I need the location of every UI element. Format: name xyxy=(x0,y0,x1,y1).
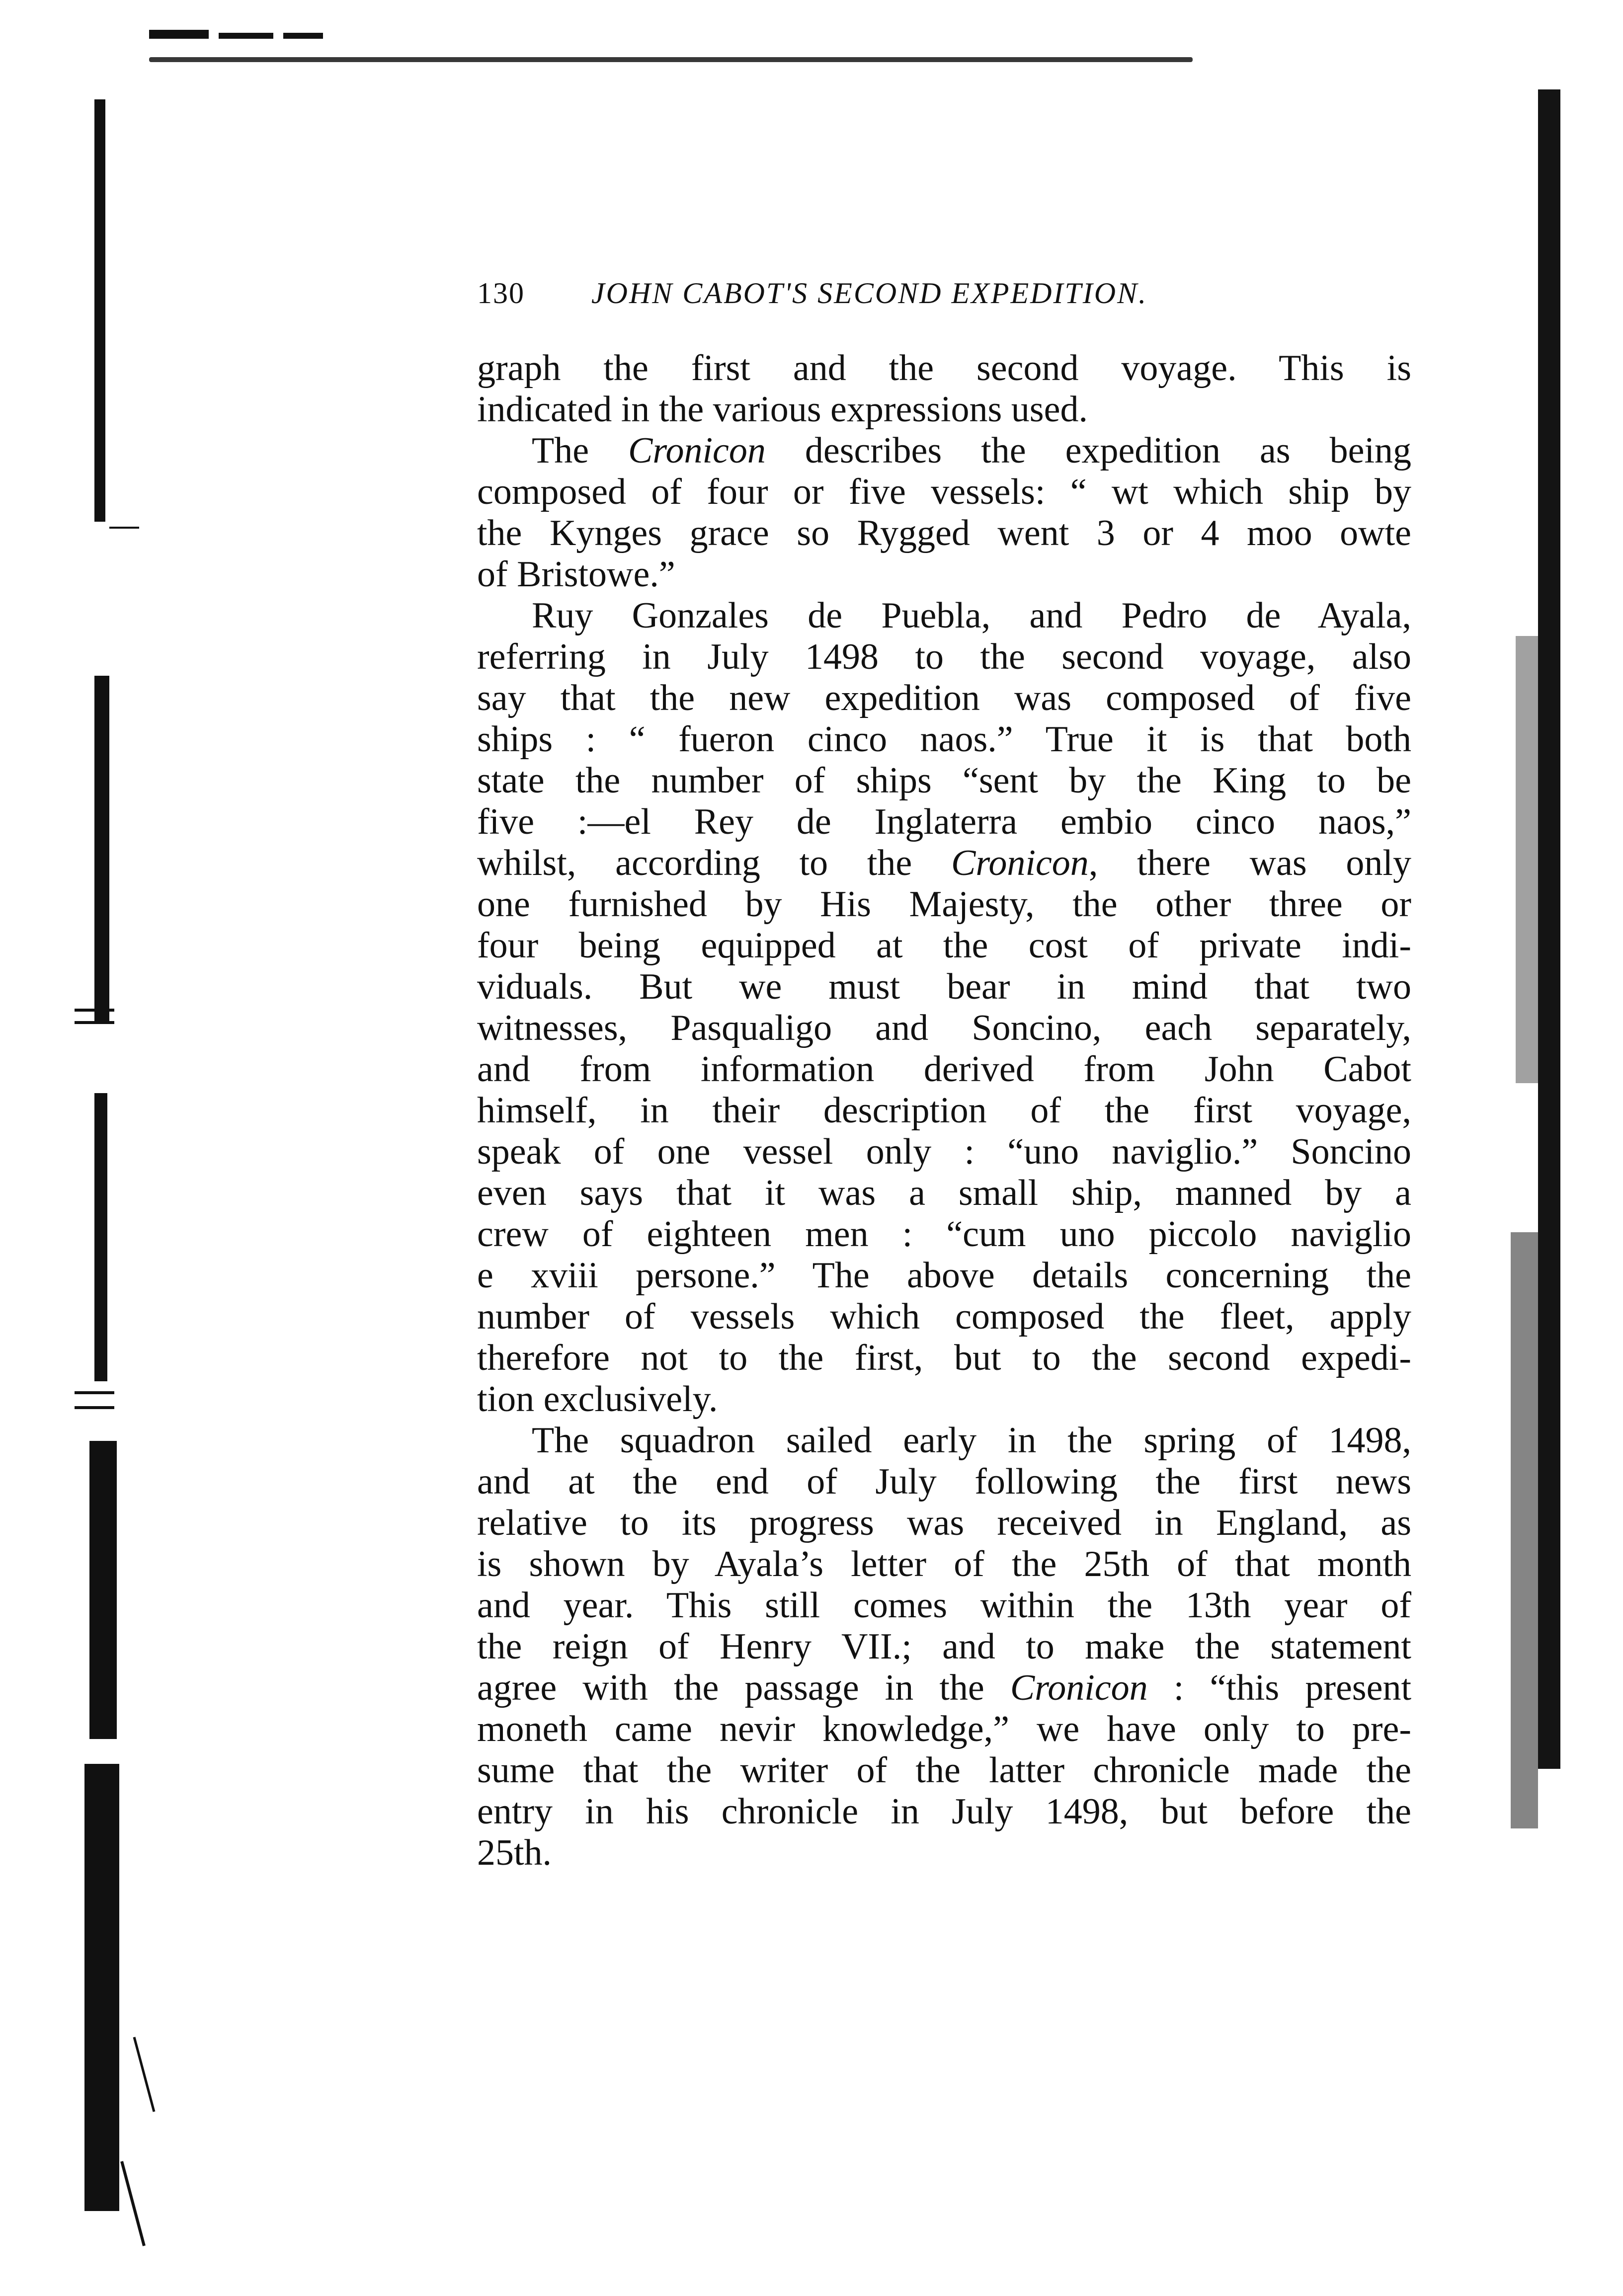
text-line: sume that the writer of the latter chronicle made the xyxy=(477,1750,1411,1791)
running-header xyxy=(477,271,1421,316)
text-line: The squadron sailed early in the spring of 1498, xyxy=(532,1420,1411,1461)
text-line: tion exclusively. xyxy=(477,1379,718,1420)
text-line: four being equipped at the cost of private indi- xyxy=(477,925,1411,966)
text-line: viduals. But we must bear in mind that two xyxy=(477,966,1411,1007)
text-line: number of vessels which composed the fleet, apply xyxy=(477,1296,1411,1337)
text-line: the Kynges grace so Rygged went 3 or 4 moo owte xyxy=(477,513,1411,554)
text-line: composed of four or five vessels: “ wt which ship by xyxy=(477,472,1411,512)
text-line: even says that it was a small ship, manned by a xyxy=(477,1173,1411,1213)
text-line: e xviii persone.” The above details concerning the xyxy=(477,1255,1411,1296)
text-line: witnesses, Pasqualigo and Soncino, each separately, xyxy=(477,1008,1411,1048)
text-line: state the number of ships “sent by the King to be xyxy=(477,760,1411,801)
text-line: relative to its progress was received in England, as xyxy=(477,1503,1411,1543)
text-line: graph the first and the second voyage. This is xyxy=(477,348,1411,389)
text-line: the reign of Henry VII.; and to make the statement xyxy=(477,1626,1411,1667)
text-line: therefore not to the first, but to the second expedi- xyxy=(477,1338,1411,1378)
page-number: 130 xyxy=(477,277,525,310)
running-title: JOHN CABOT'S SECOND EXPEDITION. xyxy=(591,277,1148,310)
body-text xyxy=(477,348,1411,1874)
text-line: five :—el Rey de Inglaterra embio cinco naos,” xyxy=(477,801,1411,842)
text-line: one furnished by His Majesty, the other three or xyxy=(477,884,1411,925)
text-line: and from information derived from John Cabot xyxy=(477,1049,1411,1090)
text-line: of Bristowe.” xyxy=(477,554,675,595)
text-line: himself, in their description of the first voyage, xyxy=(477,1090,1411,1131)
scan-artifact-right-edge xyxy=(1511,89,1580,1828)
text-line: crew of eighteen men : “cum uno piccolo naviglio xyxy=(477,1214,1411,1255)
scan-artifact-top xyxy=(134,20,333,40)
paragraph xyxy=(477,348,1411,430)
text-line: entry in his chronicle in July 1498, but before the xyxy=(477,1791,1411,1832)
scan-artifact-left-edge xyxy=(75,99,214,2286)
text-line: whilst, according to the Cronicon, there was only xyxy=(477,843,1411,883)
text-line: 25th. xyxy=(477,1832,552,1873)
text-line: agree with the passage in the Cronicon : “this present xyxy=(477,1667,1412,1708)
text-line: and at the end of July following the first news xyxy=(477,1461,1411,1502)
text-line: indicated in the various expressions used. xyxy=(477,389,1088,430)
text-line: moneth came nevir knowledge,” we have only to pre- xyxy=(477,1709,1411,1749)
text-line: Ruy Gonzales de Puebla, and Pedro de Ayala, xyxy=(532,595,1411,636)
paragraph xyxy=(477,1420,1411,1874)
text-line: referring in July 1498 to the second voyage, also xyxy=(477,636,1411,677)
text-line: say that the new expedition was composed of five xyxy=(477,678,1411,718)
paragraph xyxy=(477,430,1411,595)
text-line: The Cronicon describes the expedition as being xyxy=(532,430,1412,471)
scan-artifact-top-rule xyxy=(149,57,1193,62)
text-line: ships : “ fueron cinco naos.” True it is that both xyxy=(477,719,1411,760)
text-line: speak of one vessel only : “uno naviglio.” Soncino xyxy=(477,1131,1411,1172)
text-line: and year. This still comes within the 13th year of xyxy=(477,1585,1411,1626)
paragraph xyxy=(477,595,1411,1420)
text-line: is shown by Ayala’s letter of the 25th of that month xyxy=(477,1544,1411,1584)
